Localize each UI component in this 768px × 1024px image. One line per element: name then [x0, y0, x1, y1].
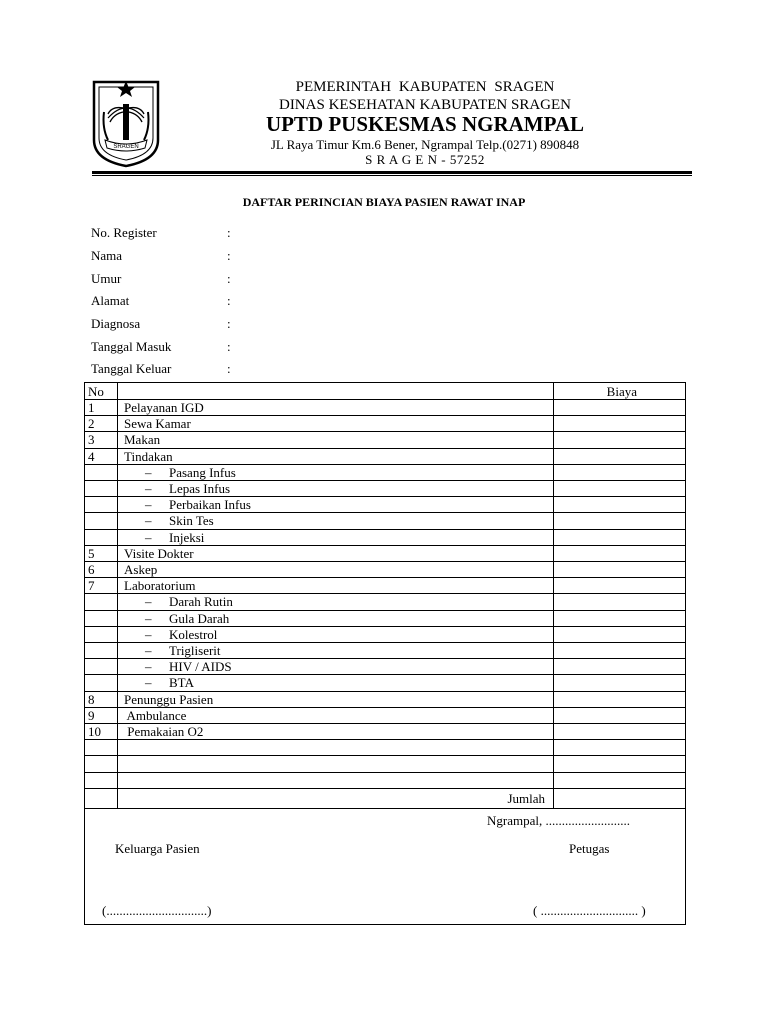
- row-number: 2: [88, 416, 95, 432]
- row-divider: [85, 788, 685, 789]
- row-divider: [85, 755, 685, 756]
- field-colon: :: [227, 339, 231, 354]
- table-row-item: Lepas Infus: [169, 481, 231, 496]
- row-number: 1: [88, 400, 95, 415]
- cost-table: [84, 382, 686, 925]
- field-label: Diagnosa: [91, 316, 141, 331]
- row-number: 10: [88, 724, 101, 739]
- left-signature-line: (...............................): [102, 902, 212, 918]
- table-row-item: Sewa Kamar: [124, 416, 191, 432]
- row-divider: [85, 448, 685, 449]
- bullet-dash: –: [145, 643, 152, 658]
- table-row-item: Pasang Infus: [169, 464, 236, 480]
- field-colon: :: [227, 225, 231, 240]
- table-row-item: Ambulance: [124, 707, 187, 723]
- row-number: 3: [88, 432, 95, 448]
- table-row-item: Injeksi: [169, 529, 205, 545]
- row-divider: [85, 772, 685, 773]
- sragen-regency-logo: [90, 78, 162, 168]
- table-row-item: Trigliserit: [169, 643, 221, 658]
- bullet-dash: –: [145, 464, 152, 480]
- column-header-biaya: Biaya: [606, 384, 637, 399]
- table-row-item: BTA: [169, 675, 194, 691]
- field-label: Tanggal Masuk: [91, 339, 172, 354]
- bullet-dash: –: [145, 610, 152, 626]
- header-rule-thin: [92, 175, 692, 176]
- table-row-item: Perbaikan Infus: [169, 497, 251, 513]
- header-department: DINAS KESEHATAN KABUPATEN SRAGEN: [278, 97, 572, 113]
- table-row-item: Askep: [124, 562, 158, 577]
- field-label: Nama: [91, 248, 123, 263]
- row-divider: [85, 431, 685, 432]
- field-colon: :: [227, 293, 231, 308]
- field-colon: :: [227, 271, 231, 286]
- bullet-dash: –: [145, 594, 152, 610]
- table-row-item: Penunggu Pasien: [124, 691, 214, 707]
- bullet-dash: –: [145, 497, 152, 513]
- row-divider: [85, 561, 685, 562]
- field-colon: :: [227, 361, 231, 376]
- field-label: Umur: [91, 271, 122, 286]
- row-number: 6: [88, 562, 95, 577]
- header-rule-thick: [92, 171, 692, 174]
- total-label: Jumlah: [507, 790, 545, 806]
- field-label: No. Register: [91, 225, 157, 240]
- row-divider: [85, 808, 685, 809]
- header-institution: UPTD PUSKESMAS NGRAMPAL: [265, 112, 585, 136]
- left-signatory-role: Keluarga Pasien: [115, 840, 200, 856]
- table-row-item: Kolestrol: [169, 626, 218, 642]
- bullet-dash: –: [145, 626, 152, 642]
- row-number: 8: [88, 691, 95, 707]
- field-colon: :: [227, 248, 231, 263]
- header-city: S R A G E N - 57252: [365, 152, 485, 167]
- table-row-item: HIV / AIDS: [169, 659, 232, 675]
- document-title: DAFTAR PERINCIAN BIAYA PASIEN RAWAT INAP: [242, 195, 526, 209]
- row-number: 7: [88, 578, 95, 594]
- header-government: PEMERINTAH KABUPATEN SRAGEN: [295, 79, 555, 95]
- bullet-dash: –: [145, 529, 152, 545]
- row-divider: [85, 739, 685, 740]
- table-row-item: Visite Dokter: [124, 545, 194, 561]
- place-date: Ngrampal, ..........................: [487, 812, 630, 828]
- field-label: Tanggal Keluar: [91, 361, 172, 376]
- table-row-item: Tindakan: [124, 448, 173, 464]
- bullet-dash: –: [145, 481, 152, 496]
- table-row-item: Gula Darah: [169, 610, 230, 626]
- right-signature-line: ( .............................. ): [533, 902, 646, 918]
- field-label: Alamat: [91, 293, 130, 308]
- header-address: JL Raya Timur Km.6 Bener, Ngrampal Telp.(0271) 890848: [270, 137, 580, 152]
- table-row-item: Pemakaian O2: [124, 724, 204, 739]
- row-number: 4: [88, 448, 95, 464]
- table-row-item: Makan: [124, 432, 161, 448]
- right-signatory-role: Petugas: [569, 840, 610, 856]
- table-row-item: Darah Rutin: [169, 594, 233, 610]
- logo-text: SRAGEN: [113, 144, 139, 150]
- bullet-dash: –: [145, 675, 152, 691]
- table-row-item: Pelayanan IGD: [124, 400, 204, 415]
- row-number: 5: [88, 545, 95, 561]
- bullet-dash: –: [145, 513, 152, 529]
- column-header-no: No: [88, 384, 104, 399]
- bullet-dash: –: [145, 659, 152, 675]
- field-colon: :: [227, 316, 231, 331]
- row-number: 9: [88, 707, 95, 723]
- table-row-item: Laboratorium: [124, 578, 196, 594]
- table-row-item: Skin Tes: [169, 513, 214, 529]
